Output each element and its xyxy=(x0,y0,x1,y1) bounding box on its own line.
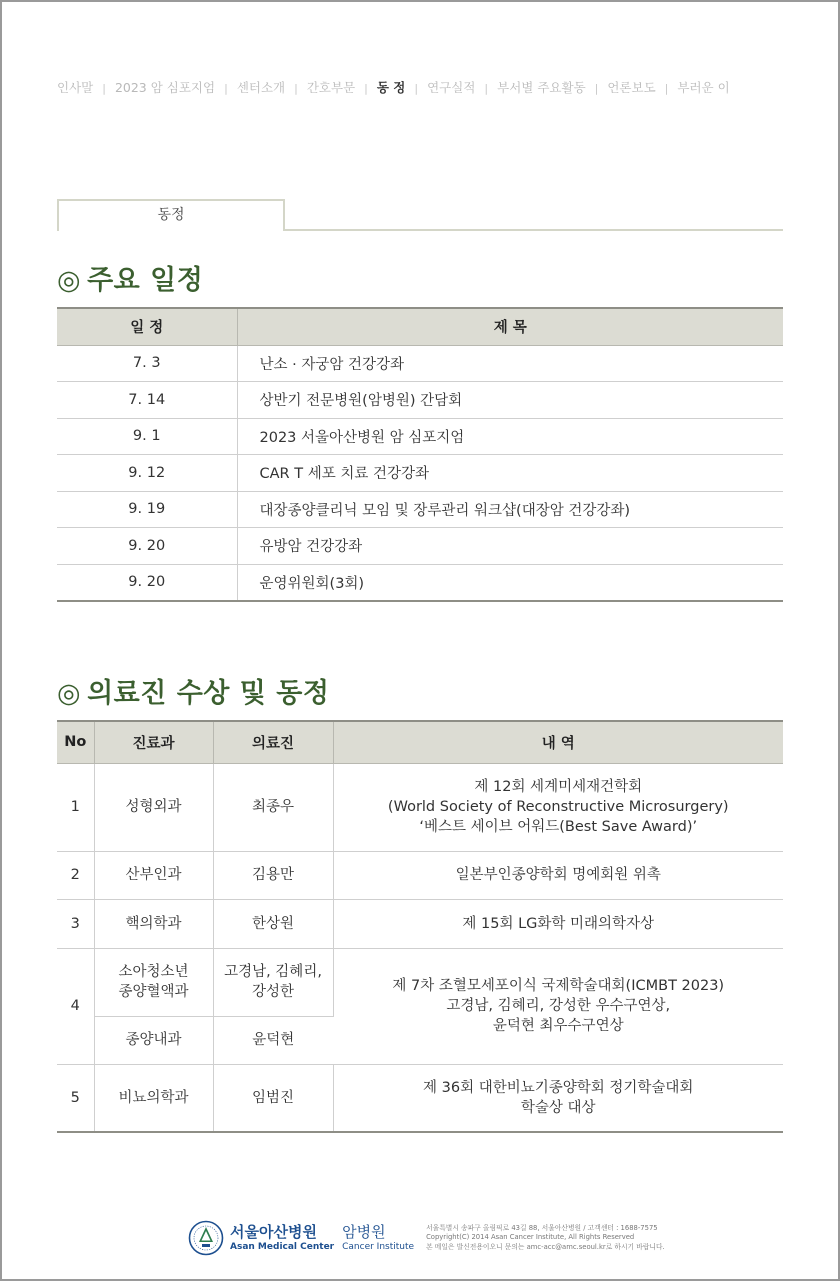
award-doctor: 임범진 xyxy=(213,1064,333,1132)
double-circle-icon: ◎ xyxy=(57,265,82,296)
section-tab-bar xyxy=(57,199,783,231)
award-doctor: 윤덕현 xyxy=(213,1016,333,1064)
award-doctor xyxy=(213,948,333,1016)
table-header-row xyxy=(57,721,783,763)
schedule-title: 2023 서울아산병원 암 심포지엄 xyxy=(237,418,783,455)
awards-table xyxy=(57,720,783,1133)
awards-heading xyxy=(57,671,329,710)
top-nav xyxy=(57,77,787,99)
award-desc: 제 15회 LG화학 미래의학자상 xyxy=(333,899,783,948)
award-desc-line: 고경남, 김혜리, 강성한 우수구연상, xyxy=(446,998,671,1014)
nav-item-press[interactable]: 언론보도 xyxy=(607,80,656,95)
cancer-institute-logo xyxy=(342,1223,414,1253)
footer-address: 서울특별시 송파구 올림픽로 43길 88, 서울아산병원 / 고객센터 : 1688-7575 xyxy=(426,1223,658,1232)
schedule-heading xyxy=(57,258,203,297)
section-tab[interactable]: 동정 xyxy=(57,199,285,231)
award-desc xyxy=(333,763,783,851)
award-desc-line: (World Society of Reconstructive Microsurgery) xyxy=(387,799,729,815)
schedule-title: 대장종양클리닉 모임 및 장루관리 워크샵(대장암 건강강좌) xyxy=(237,491,783,528)
award-doctor-line: 고경남, 김혜리, xyxy=(224,964,322,980)
nav-separator: | xyxy=(224,81,228,95)
schedule-heading-text: 주요 일정 xyxy=(87,265,204,296)
table-row xyxy=(57,763,783,851)
table-row xyxy=(57,948,783,1016)
award-doctor-line: 강성한 xyxy=(251,984,295,1000)
nav-item-greeting[interactable]: 인사말 xyxy=(57,80,94,95)
nav-item-symposium[interactable]: 2023 암 심포지엄 xyxy=(114,80,216,95)
award-dept-line: 종양혈액과 xyxy=(118,984,189,1000)
nav-separator: | xyxy=(294,81,298,95)
nav-separator: | xyxy=(664,81,669,95)
table-row xyxy=(57,1064,783,1132)
table-row xyxy=(57,899,783,948)
award-dept xyxy=(94,948,213,1016)
award-no: 4 xyxy=(57,948,94,1064)
award-doctor: 최종우 xyxy=(213,763,333,851)
award-dept: 산부인과 xyxy=(94,851,213,899)
header-doctor: 의료진 xyxy=(213,721,333,763)
header-title: 제 목 xyxy=(237,308,783,345)
footer-notice: 본 메일은 발신전용이오니 문의는 amc-acc@amc.seoul.kr로 하시기 바랍니다. xyxy=(426,1242,665,1251)
schedule-date: 9. 20 xyxy=(57,528,237,565)
footer-info xyxy=(426,1224,665,1253)
table-header-row xyxy=(57,308,783,345)
table-row xyxy=(57,564,783,601)
schedule-date: 7. 3 xyxy=(57,345,237,382)
double-circle-icon: ◎ xyxy=(57,678,82,709)
schedule-date: 9. 1 xyxy=(57,418,237,455)
schedule-title: 상반기 전문병원(암병원) 간담회 xyxy=(237,382,783,419)
award-dept-line: 소아청소년 xyxy=(118,964,189,980)
logo-kr: 서울아산병원 xyxy=(230,1223,317,1241)
table-row xyxy=(57,455,783,492)
nav-separator: | xyxy=(364,81,368,95)
schedule-title: 난소 · 자궁암 건강강좌 xyxy=(237,345,783,382)
nav-item-envy[interactable]: 부러운 이 xyxy=(677,80,730,95)
award-desc-line: 제 7차 조혈모세포이식 국제학술대회(ICMBT 2023) xyxy=(392,978,725,994)
award-doctor: 한상원 xyxy=(213,899,333,948)
schedule-date: 7. 14 xyxy=(57,382,237,419)
award-no: 3 xyxy=(57,899,94,948)
nav-item-research[interactable]: 연구실적 xyxy=(427,80,476,95)
logo-sub-en: Cancer Institute xyxy=(342,1242,415,1252)
schedule-title: CAR T 세포 치료 건강강좌 xyxy=(237,455,783,492)
logo-sub-kr: 암병원 xyxy=(342,1223,386,1241)
award-dept: 핵의학과 xyxy=(94,899,213,948)
nav-item-news[interactable]: 동 정 xyxy=(368,78,415,98)
award-dept: 비뇨의학과 xyxy=(94,1064,213,1132)
nav-separator: | xyxy=(594,81,599,95)
award-desc xyxy=(333,948,783,1064)
table-row xyxy=(57,345,783,382)
award-no: 2 xyxy=(57,851,94,899)
logo-en: Asan Medical Center xyxy=(230,1242,335,1252)
schedule-table xyxy=(57,307,783,602)
header-no: No xyxy=(57,721,94,763)
hospital-logo[interactable] xyxy=(230,1223,334,1253)
award-no: 1 xyxy=(57,763,94,851)
schedule-title: 운영위원회(3회) xyxy=(237,564,783,601)
nav-separator: | xyxy=(484,81,489,95)
header-date: 일 정 xyxy=(57,308,237,345)
schedule-date: 9. 12 xyxy=(57,455,237,492)
nav-separator: | xyxy=(102,81,106,95)
award-desc-line: 학술상 대상 xyxy=(520,1099,596,1116)
table-row xyxy=(57,491,783,528)
awards-heading-text: 의료진 수상 및 동정 xyxy=(87,678,330,709)
nav-separator: | xyxy=(414,81,419,95)
award-desc-line: 윤덕현 최우수구연상 xyxy=(492,1018,624,1034)
award-dept: 종양내과 xyxy=(94,1016,213,1064)
table-row xyxy=(57,528,783,565)
award-desc xyxy=(333,1064,783,1132)
schedule-date: 9. 19 xyxy=(57,491,237,528)
table-row xyxy=(57,418,783,455)
header-desc: 내 역 xyxy=(333,721,783,763)
award-doctor: 김용만 xyxy=(213,851,333,899)
schedule-title: 유방암 건강강좌 xyxy=(237,528,783,565)
award-desc-line: ‘베스트 세이브 어워드(Best Save Award)’ xyxy=(419,819,698,835)
nav-item-departments[interactable]: 부서별 주요활동 xyxy=(497,80,586,95)
award-no: 5 xyxy=(57,1064,94,1132)
footer-copyright: Copyright(C) 2014 Asan Cancer Institute, All Rights Reserved xyxy=(426,1233,635,1242)
table-row xyxy=(57,851,783,899)
footer xyxy=(188,1218,665,1258)
header-dept: 진료과 xyxy=(94,721,213,763)
award-desc: 일본부인종양학회 명예회원 위촉 xyxy=(333,851,783,899)
nav-item-nursing[interactable]: 간호부문 xyxy=(306,80,356,95)
award-desc-line: 제 12회 세계미세재건학회 xyxy=(474,779,643,795)
hospital-emblem-icon xyxy=(188,1220,224,1256)
schedule-date: 9. 20 xyxy=(57,564,237,601)
table-row xyxy=(57,382,783,419)
award-desc-line: 제 36회 대한비뇨기종양학회 정기학술대회 xyxy=(423,1079,694,1096)
award-dept: 성형외과 xyxy=(94,763,213,851)
nav-item-center[interactable]: 센터소개 xyxy=(236,80,286,95)
